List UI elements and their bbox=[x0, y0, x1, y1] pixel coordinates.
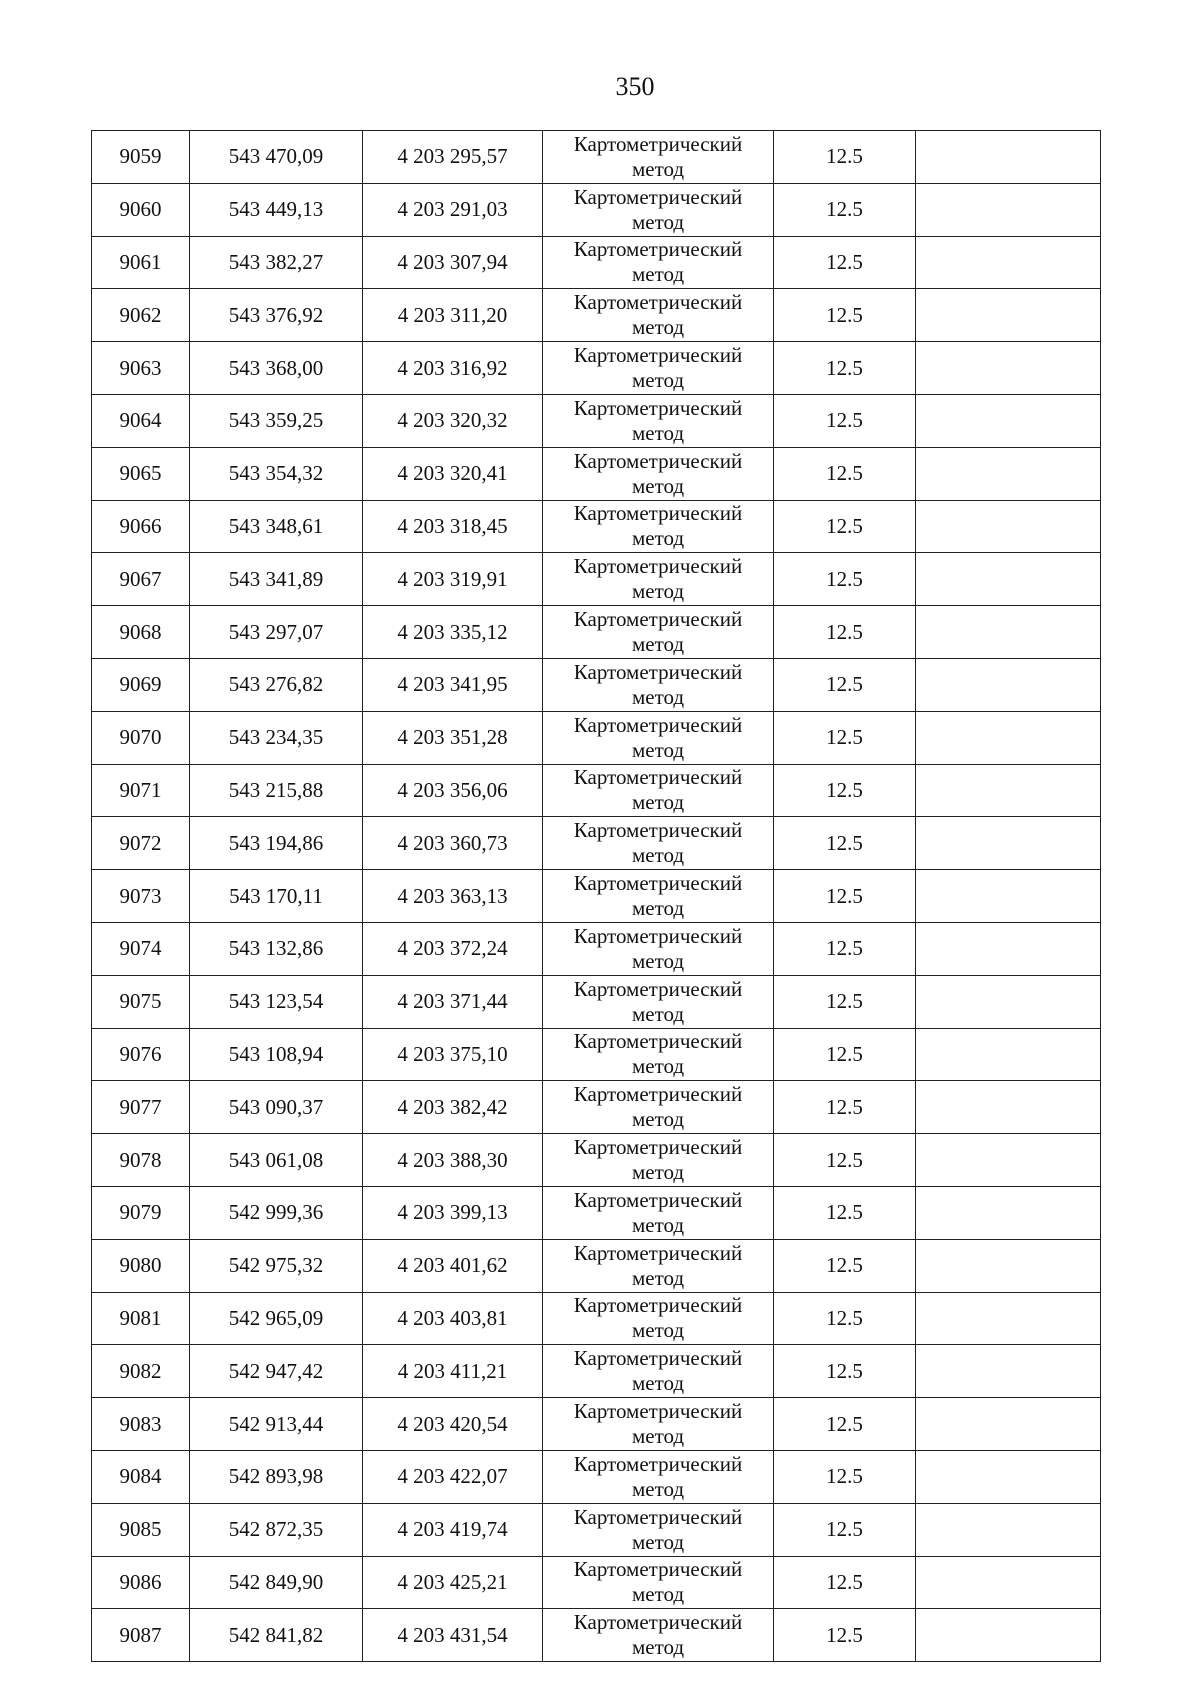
point-number-cell: 9065 bbox=[92, 447, 190, 500]
accuracy-cell: 12.5 bbox=[774, 342, 916, 395]
table-row bbox=[92, 975, 1101, 1028]
method-cell bbox=[543, 500, 774, 553]
method-line-1: Картометрический bbox=[573, 554, 743, 579]
table-row bbox=[92, 500, 1101, 553]
method-cell bbox=[543, 1081, 774, 1134]
y-coordinate-cell: 4 203 363,13 bbox=[363, 870, 543, 923]
method-cell bbox=[543, 870, 774, 923]
method-cell bbox=[543, 1186, 774, 1239]
extra-cell bbox=[916, 183, 1101, 236]
point-number-cell: 9081 bbox=[92, 1292, 190, 1345]
y-coordinate-cell: 4 203 319,91 bbox=[363, 553, 543, 606]
x-coordinate-cell: 542 849,90 bbox=[190, 1556, 363, 1609]
accuracy-cell: 12.5 bbox=[774, 870, 916, 923]
method-line-2: метод bbox=[631, 790, 685, 815]
point-number-cell: 9085 bbox=[92, 1503, 190, 1556]
method-line-1: Картометрический bbox=[573, 765, 743, 790]
y-coordinate-cell: 4 203 382,42 bbox=[363, 1081, 543, 1134]
method-line-1: Картометрический bbox=[573, 1557, 743, 1582]
extra-cell bbox=[916, 1503, 1101, 1556]
method-line-2: метод bbox=[631, 579, 685, 604]
extra-cell bbox=[916, 1609, 1101, 1662]
accuracy-cell: 12.5 bbox=[774, 975, 916, 1028]
point-number-cell: 9075 bbox=[92, 975, 190, 1028]
method-line-2: метод bbox=[631, 1371, 685, 1396]
method-line-1: Картометрический bbox=[573, 976, 743, 1001]
table-row bbox=[92, 1556, 1101, 1609]
method-cell bbox=[543, 975, 774, 1028]
extra-cell bbox=[916, 1292, 1101, 1345]
y-coordinate-cell: 4 203 341,95 bbox=[363, 658, 543, 711]
y-coordinate-cell: 4 203 335,12 bbox=[363, 606, 543, 659]
method-cell bbox=[543, 764, 774, 817]
table-row bbox=[92, 606, 1101, 659]
extra-cell bbox=[916, 236, 1101, 289]
x-coordinate-cell: 543 061,08 bbox=[190, 1134, 363, 1187]
x-coordinate-cell: 543 234,35 bbox=[190, 711, 363, 764]
y-coordinate-cell: 4 203 320,41 bbox=[363, 447, 543, 500]
y-coordinate-cell: 4 203 431,54 bbox=[363, 1609, 543, 1662]
x-coordinate-cell: 543 470,09 bbox=[190, 131, 363, 184]
accuracy-cell: 12.5 bbox=[774, 1609, 916, 1662]
accuracy-cell: 12.5 bbox=[774, 658, 916, 711]
table-row bbox=[92, 1134, 1101, 1187]
table-row bbox=[92, 183, 1101, 236]
method-line-2: метод bbox=[631, 262, 685, 287]
table-row bbox=[92, 711, 1101, 764]
method-line-1: Картометрический bbox=[573, 1293, 743, 1318]
method-line-1: Картометрический bbox=[573, 659, 743, 684]
x-coordinate-cell: 543 276,82 bbox=[190, 658, 363, 711]
extra-cell bbox=[916, 1081, 1101, 1134]
method-line-2: метод bbox=[631, 368, 685, 393]
coordinates-table bbox=[91, 130, 1101, 1662]
point-number-cell: 9080 bbox=[92, 1239, 190, 1292]
method-line-1: Картометрический bbox=[573, 923, 743, 948]
method-cell bbox=[543, 817, 774, 870]
accuracy-cell: 12.5 bbox=[774, 289, 916, 342]
method-line-1: Картометрический bbox=[573, 1399, 743, 1424]
method-line-2: метод bbox=[631, 1476, 685, 1501]
point-number-cell: 9083 bbox=[92, 1398, 190, 1451]
y-coordinate-cell: 4 203 356,06 bbox=[363, 764, 543, 817]
method-line-2: метод bbox=[631, 737, 685, 762]
accuracy-cell: 12.5 bbox=[774, 1450, 916, 1503]
x-coordinate-cell: 543 376,92 bbox=[190, 289, 363, 342]
accuracy-cell: 12.5 bbox=[774, 711, 916, 764]
table-row bbox=[92, 1186, 1101, 1239]
method-cell bbox=[543, 1292, 774, 1345]
y-coordinate-cell: 4 203 320,32 bbox=[363, 394, 543, 447]
method-line-2: метод bbox=[631, 948, 685, 973]
x-coordinate-cell: 543 194,86 bbox=[190, 817, 363, 870]
extra-cell bbox=[916, 342, 1101, 395]
point-number-cell: 9078 bbox=[92, 1134, 190, 1187]
y-coordinate-cell: 4 203 425,21 bbox=[363, 1556, 543, 1609]
extra-cell bbox=[916, 447, 1101, 500]
extra-cell bbox=[916, 1398, 1101, 1451]
x-coordinate-cell: 543 123,54 bbox=[190, 975, 363, 1028]
point-number-cell: 9069 bbox=[92, 658, 190, 711]
y-coordinate-cell: 4 203 318,45 bbox=[363, 500, 543, 553]
extra-cell bbox=[916, 764, 1101, 817]
method-cell bbox=[543, 1239, 774, 1292]
extra-cell bbox=[916, 1556, 1101, 1609]
method-cell bbox=[543, 289, 774, 342]
method-cell bbox=[543, 553, 774, 606]
table-row bbox=[92, 342, 1101, 395]
accuracy-cell: 12.5 bbox=[774, 394, 916, 447]
x-coordinate-cell: 543 382,27 bbox=[190, 236, 363, 289]
accuracy-cell: 12.5 bbox=[774, 553, 916, 606]
extra-cell bbox=[916, 1239, 1101, 1292]
y-coordinate-cell: 4 203 411,21 bbox=[363, 1345, 543, 1398]
point-number-cell: 9063 bbox=[92, 342, 190, 395]
method-line-2: метод bbox=[631, 1054, 685, 1079]
point-number-cell: 9084 bbox=[92, 1450, 190, 1503]
method-line-1: Картометрический bbox=[573, 395, 743, 420]
method-line-2: метод bbox=[631, 1529, 685, 1554]
point-number-cell: 9071 bbox=[92, 764, 190, 817]
method-line-2: метод bbox=[631, 843, 685, 868]
table-row bbox=[92, 764, 1101, 817]
extra-cell bbox=[916, 1186, 1101, 1239]
method-cell bbox=[543, 922, 774, 975]
point-number-cell: 9067 bbox=[92, 553, 190, 606]
table-row bbox=[92, 817, 1101, 870]
method-line-1: Картометрический bbox=[573, 237, 743, 262]
accuracy-cell: 12.5 bbox=[774, 1186, 916, 1239]
x-coordinate-cell: 543 108,94 bbox=[190, 1028, 363, 1081]
page-number: 350 bbox=[615, 72, 655, 101]
point-number-cell: 9073 bbox=[92, 870, 190, 923]
method-line-2: метод bbox=[631, 684, 685, 709]
point-number-cell: 9072 bbox=[92, 817, 190, 870]
point-number-cell: 9077 bbox=[92, 1081, 190, 1134]
point-number-cell: 9062 bbox=[92, 289, 190, 342]
accuracy-cell: 12.5 bbox=[774, 1081, 916, 1134]
extra-cell bbox=[916, 870, 1101, 923]
method-line-1: Картометрический bbox=[573, 131, 743, 156]
method-line-2: метод bbox=[631, 896, 685, 921]
method-line-2: метод bbox=[631, 632, 685, 657]
accuracy-cell: 12.5 bbox=[774, 500, 916, 553]
extra-cell bbox=[916, 817, 1101, 870]
method-line-2: метод bbox=[631, 420, 685, 445]
method-line-1: Картометрический bbox=[573, 1135, 743, 1160]
x-coordinate-cell: 542 872,35 bbox=[190, 1503, 363, 1556]
method-line-2: метод bbox=[631, 1160, 685, 1185]
extra-cell bbox=[916, 1450, 1101, 1503]
table-row bbox=[92, 922, 1101, 975]
method-line-1: Картометрический bbox=[573, 607, 743, 632]
extra-cell bbox=[916, 711, 1101, 764]
x-coordinate-cell: 543 215,88 bbox=[190, 764, 363, 817]
extra-cell bbox=[916, 975, 1101, 1028]
y-coordinate-cell: 4 203 360,73 bbox=[363, 817, 543, 870]
x-coordinate-cell: 543 348,61 bbox=[190, 500, 363, 553]
method-line-2: метод bbox=[631, 526, 685, 551]
extra-cell bbox=[916, 131, 1101, 184]
method-cell bbox=[543, 1398, 774, 1451]
x-coordinate-cell: 542 913,44 bbox=[190, 1398, 363, 1451]
y-coordinate-cell: 4 203 422,07 bbox=[363, 1450, 543, 1503]
method-line-1: Картометрический bbox=[573, 1451, 743, 1476]
table-row bbox=[92, 1081, 1101, 1134]
method-cell bbox=[543, 1134, 774, 1187]
method-line-1: Картометрический bbox=[573, 184, 743, 209]
method-cell bbox=[543, 1345, 774, 1398]
method-line-1: Картометрический bbox=[573, 871, 743, 896]
x-coordinate-cell: 543 354,32 bbox=[190, 447, 363, 500]
method-cell bbox=[543, 1556, 774, 1609]
method-line-2: метод bbox=[631, 1582, 685, 1607]
accuracy-cell: 12.5 bbox=[774, 1028, 916, 1081]
accuracy-cell: 12.5 bbox=[774, 131, 916, 184]
method-line-2: метод bbox=[631, 156, 685, 181]
table-row bbox=[92, 1609, 1101, 1662]
x-coordinate-cell: 543 341,89 bbox=[190, 553, 363, 606]
accuracy-cell: 12.5 bbox=[774, 1398, 916, 1451]
accuracy-cell: 12.5 bbox=[774, 922, 916, 975]
y-coordinate-cell: 4 203 351,28 bbox=[363, 711, 543, 764]
method-line-2: метод bbox=[631, 1001, 685, 1026]
method-cell bbox=[543, 1609, 774, 1662]
y-coordinate-cell: 4 203 419,74 bbox=[363, 1503, 543, 1556]
method-line-2: метод bbox=[631, 209, 685, 234]
method-line-2: метод bbox=[631, 1265, 685, 1290]
method-line-2: метод bbox=[631, 1318, 685, 1343]
accuracy-cell: 12.5 bbox=[774, 236, 916, 289]
point-number-cell: 9082 bbox=[92, 1345, 190, 1398]
method-cell bbox=[543, 606, 774, 659]
extra-cell bbox=[916, 922, 1101, 975]
accuracy-cell: 12.5 bbox=[774, 1503, 916, 1556]
table-row bbox=[92, 1450, 1101, 1503]
accuracy-cell: 12.5 bbox=[774, 447, 916, 500]
extra-cell bbox=[916, 394, 1101, 447]
extra-cell bbox=[916, 658, 1101, 711]
y-coordinate-cell: 4 203 420,54 bbox=[363, 1398, 543, 1451]
method-line-1: Картометрический bbox=[573, 1346, 743, 1371]
y-coordinate-cell: 4 203 295,57 bbox=[363, 131, 543, 184]
y-coordinate-cell: 4 203 291,03 bbox=[363, 183, 543, 236]
table-row bbox=[92, 1503, 1101, 1556]
accuracy-cell: 12.5 bbox=[774, 1556, 916, 1609]
method-line-1: Картометрический bbox=[573, 712, 743, 737]
x-coordinate-cell: 542 947,42 bbox=[190, 1345, 363, 1398]
y-coordinate-cell: 4 203 371,44 bbox=[363, 975, 543, 1028]
y-coordinate-cell: 4 203 388,30 bbox=[363, 1134, 543, 1187]
method-cell bbox=[543, 711, 774, 764]
point-number-cell: 9074 bbox=[92, 922, 190, 975]
x-coordinate-cell: 542 841,82 bbox=[190, 1609, 363, 1662]
y-coordinate-cell: 4 203 399,13 bbox=[363, 1186, 543, 1239]
point-number-cell: 9070 bbox=[92, 711, 190, 764]
method-cell bbox=[543, 658, 774, 711]
method-line-1: Картометрический bbox=[573, 1240, 743, 1265]
x-coordinate-cell: 542 893,98 bbox=[190, 1450, 363, 1503]
accuracy-cell: 12.5 bbox=[774, 1134, 916, 1187]
method-cell bbox=[543, 1028, 774, 1081]
method-line-2: метод bbox=[631, 473, 685, 498]
point-number-cell: 9076 bbox=[92, 1028, 190, 1081]
extra-cell bbox=[916, 553, 1101, 606]
x-coordinate-cell: 543 170,11 bbox=[190, 870, 363, 923]
method-line-2: метод bbox=[631, 1635, 685, 1660]
method-line-1: Картометрический bbox=[573, 1610, 743, 1635]
extra-cell bbox=[916, 1028, 1101, 1081]
extra-cell bbox=[916, 606, 1101, 659]
y-coordinate-cell: 4 203 403,81 bbox=[363, 1292, 543, 1345]
method-cell bbox=[543, 131, 774, 184]
point-number-cell: 9068 bbox=[92, 606, 190, 659]
method-line-2: метод bbox=[631, 1424, 685, 1449]
coordinates-table-body bbox=[92, 131, 1101, 1662]
point-number-cell: 9060 bbox=[92, 183, 190, 236]
y-coordinate-cell: 4 203 316,92 bbox=[363, 342, 543, 395]
table-row bbox=[92, 658, 1101, 711]
point-number-cell: 9087 bbox=[92, 1609, 190, 1662]
method-cell bbox=[543, 183, 774, 236]
method-line-1: Картометрический bbox=[573, 1082, 743, 1107]
point-number-cell: 9059 bbox=[92, 131, 190, 184]
extra-cell bbox=[916, 500, 1101, 553]
table-row bbox=[92, 1345, 1101, 1398]
point-number-cell: 9066 bbox=[92, 500, 190, 553]
table-row bbox=[92, 1239, 1101, 1292]
method-cell bbox=[543, 342, 774, 395]
x-coordinate-cell: 543 449,13 bbox=[190, 183, 363, 236]
x-coordinate-cell: 542 999,36 bbox=[190, 1186, 363, 1239]
table-row bbox=[92, 1398, 1101, 1451]
table-row bbox=[92, 394, 1101, 447]
method-line-1: Картометрический bbox=[573, 501, 743, 526]
method-line-1: Картометрический bbox=[573, 343, 743, 368]
table-row bbox=[92, 236, 1101, 289]
method-cell bbox=[543, 236, 774, 289]
y-coordinate-cell: 4 203 372,24 bbox=[363, 922, 543, 975]
method-line-1: Картометрический bbox=[573, 1504, 743, 1529]
point-number-cell: 9064 bbox=[92, 394, 190, 447]
y-coordinate-cell: 4 203 311,20 bbox=[363, 289, 543, 342]
accuracy-cell: 12.5 bbox=[774, 764, 916, 817]
table-row bbox=[92, 1292, 1101, 1345]
point-number-cell: 9079 bbox=[92, 1186, 190, 1239]
method-cell bbox=[543, 1503, 774, 1556]
accuracy-cell: 12.5 bbox=[774, 183, 916, 236]
method-line-2: метод bbox=[631, 315, 685, 340]
table-row bbox=[92, 131, 1101, 184]
x-coordinate-cell: 543 132,86 bbox=[190, 922, 363, 975]
x-coordinate-cell: 543 368,00 bbox=[190, 342, 363, 395]
point-number-cell: 9061 bbox=[92, 236, 190, 289]
method-line-1: Картометрический bbox=[573, 1029, 743, 1054]
accuracy-cell: 12.5 bbox=[774, 606, 916, 659]
method-line-1: Картометрический bbox=[573, 290, 743, 315]
table-row bbox=[92, 1028, 1101, 1081]
method-cell bbox=[543, 394, 774, 447]
method-line-2: метод bbox=[631, 1107, 685, 1132]
method-line-1: Картометрический bbox=[573, 1187, 743, 1212]
method-cell bbox=[543, 1450, 774, 1503]
table-row bbox=[92, 289, 1101, 342]
x-coordinate-cell: 543 297,07 bbox=[190, 606, 363, 659]
method-line-2: метод bbox=[631, 1212, 685, 1237]
accuracy-cell: 12.5 bbox=[774, 817, 916, 870]
extra-cell bbox=[916, 289, 1101, 342]
accuracy-cell: 12.5 bbox=[774, 1239, 916, 1292]
x-coordinate-cell: 542 965,09 bbox=[190, 1292, 363, 1345]
extra-cell bbox=[916, 1345, 1101, 1398]
x-coordinate-cell: 543 359,25 bbox=[190, 394, 363, 447]
x-coordinate-cell: 542 975,32 bbox=[190, 1239, 363, 1292]
method-line-1: Картометрический bbox=[573, 818, 743, 843]
table-row bbox=[92, 870, 1101, 923]
accuracy-cell: 12.5 bbox=[774, 1292, 916, 1345]
accuracy-cell: 12.5 bbox=[774, 1345, 916, 1398]
point-number-cell: 9086 bbox=[92, 1556, 190, 1609]
extra-cell bbox=[916, 1134, 1101, 1187]
table-row bbox=[92, 553, 1101, 606]
x-coordinate-cell: 543 090,37 bbox=[190, 1081, 363, 1134]
y-coordinate-cell: 4 203 401,62 bbox=[363, 1239, 543, 1292]
y-coordinate-cell: 4 203 307,94 bbox=[363, 236, 543, 289]
y-coordinate-cell: 4 203 375,10 bbox=[363, 1028, 543, 1081]
table-row bbox=[92, 447, 1101, 500]
method-line-1: Картометрический bbox=[573, 448, 743, 473]
method-cell bbox=[543, 447, 774, 500]
